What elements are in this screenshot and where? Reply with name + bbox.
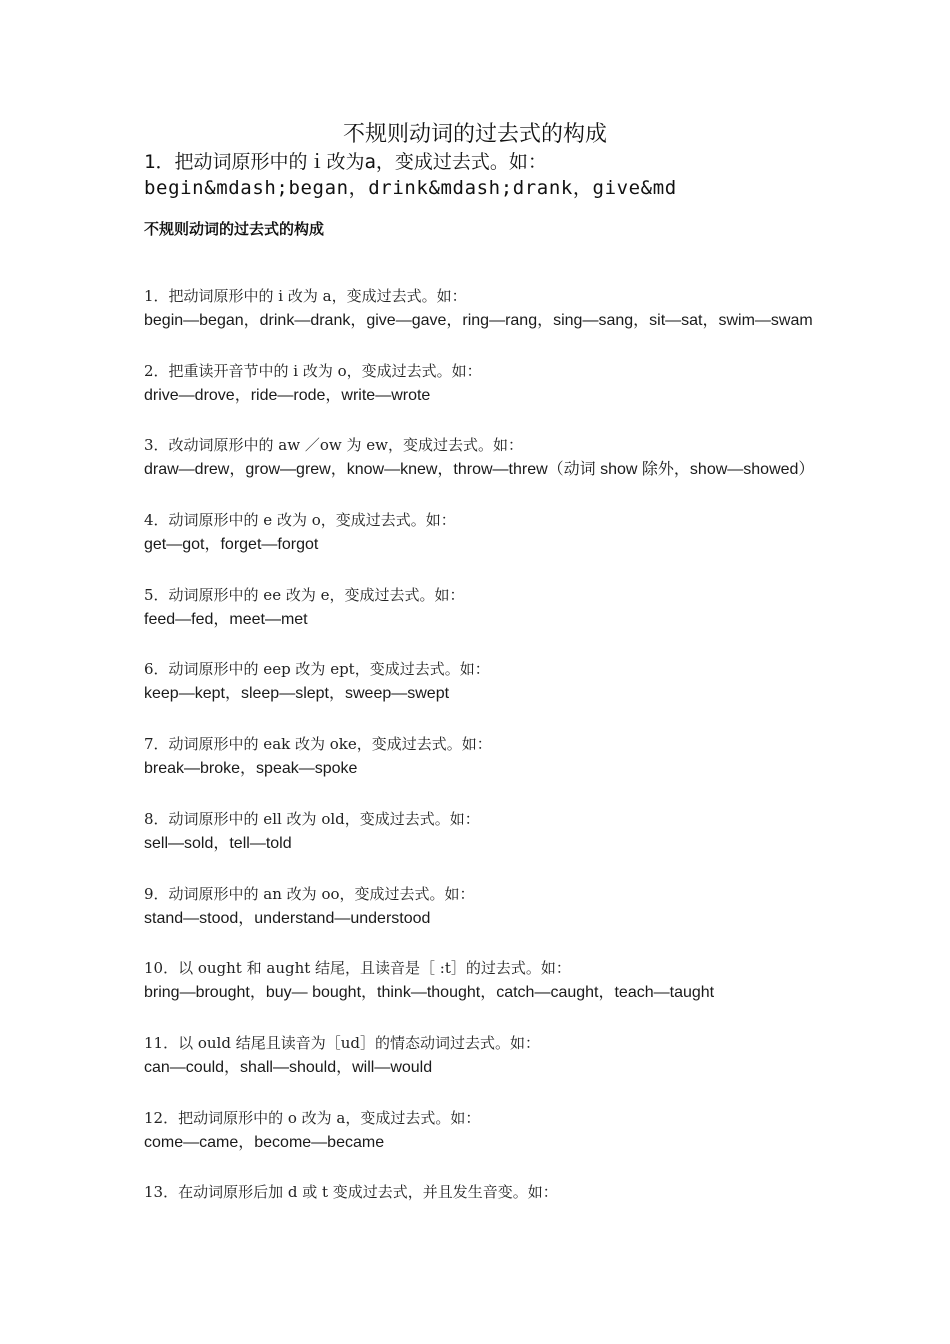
rule-examples: get—got，forget—forgot bbox=[144, 536, 319, 554]
rule-examples: keep—kept，sleep—slept，sweep—swept bbox=[144, 685, 450, 703]
rule-examples: bring—brought，buy— bought，think—thought，catch—caught，teach—taught bbox=[144, 984, 715, 1002]
rule-item bbox=[144, 1180, 924, 1255]
rule-heading: 6．动词原形中的 eep 改为 ept，变成过去式。如： bbox=[144, 660, 490, 679]
rule-examples: come—came，become—became bbox=[144, 1133, 385, 1151]
rule-examples: stand—stood，understand—understood bbox=[144, 909, 431, 927]
rule-item bbox=[144, 284, 924, 359]
rule-heading: 7．动词原形中的 eak 改为 oke，变成过去式。如： bbox=[144, 735, 492, 754]
rule-examples: begin—began，drink—drank，give—gave，ring—rang，sing—sang，sit—sat，swim—swam bbox=[144, 312, 813, 329]
rule-heading: 2．把重读开音节中的 i 改为 o，变成过去式。如： bbox=[144, 361, 482, 380]
rule-item bbox=[144, 657, 924, 732]
rule-heading: 1．把动词原形中的 i 改为 a，变成过去式。如： bbox=[144, 287, 467, 305]
rule-examples: can—could，shall—should，will—would bbox=[144, 1058, 433, 1076]
rule-heading: 8．动词原形中的 ell 改为 old，变成过去式。如： bbox=[144, 809, 480, 828]
rule-heading: 9．动词原形中的 an 改为 oo，变成过去式。如： bbox=[144, 884, 475, 903]
rule-item bbox=[144, 732, 924, 807]
rule-item bbox=[144, 433, 924, 508]
rule-item bbox=[144, 359, 924, 434]
rule-heading: 4．动词原形中的 e 改为 o，变成过去式。如： bbox=[144, 511, 456, 530]
section-subtitle: 不规则动词的过去式的构成 bbox=[144, 220, 325, 238]
document-title: 不规则动词的过去式的构成 bbox=[342, 122, 607, 147]
rule-item bbox=[144, 956, 924, 1031]
intro-line-1: 1．把动词原形中的ｉ改为a，变成过去式。如： bbox=[144, 151, 547, 173]
rule-heading: 10．以 ought 和 aught 结尾，且读音是［ :t］的过去式。如： bbox=[144, 959, 571, 978]
rule-heading: 12．把动词原形中的 o 改为 a，变成过去式。如： bbox=[144, 1108, 481, 1127]
rule-examples: draw—drew，grow—grew，know—knew，throw—threw（动词 show 除外，show—showed） bbox=[144, 461, 815, 479]
rule-heading: 13．在动词原形后加 d 或 t 变成过去式，并且发生音变。如： bbox=[144, 1183, 558, 1202]
rule-examples: break—broke，speak—spoke bbox=[144, 760, 358, 778]
rule-item bbox=[144, 1106, 924, 1181]
rule-heading: 5．动词原形中的 ee 改为 e，变成过去式。如： bbox=[144, 585, 465, 604]
rule-item bbox=[144, 807, 924, 882]
rule-item bbox=[144, 508, 924, 583]
rule-examples: sell—sold，tell—told bbox=[144, 834, 292, 852]
rule-item bbox=[144, 583, 924, 658]
rule-heading: 11．以 ould 结尾且读音为［ud］的情态动词过去式。如： bbox=[144, 1033, 540, 1052]
intro-line-2: begin&mdash;began，drink&mdash;drank，give&md bbox=[144, 177, 677, 199]
rule-list bbox=[144, 284, 924, 1255]
rule-examples: drive—drove，ride—rode，write—wrote bbox=[144, 386, 431, 404]
rule-examples bbox=[144, 1204, 924, 1230]
rule-item bbox=[144, 882, 924, 957]
rule-item bbox=[144, 1031, 924, 1106]
rule-examples: feed—fed，meet—met bbox=[144, 610, 308, 628]
rule-heading: 3．改动词原形中的 aw ／ow 为 ew，变成过去式。如： bbox=[144, 436, 523, 455]
